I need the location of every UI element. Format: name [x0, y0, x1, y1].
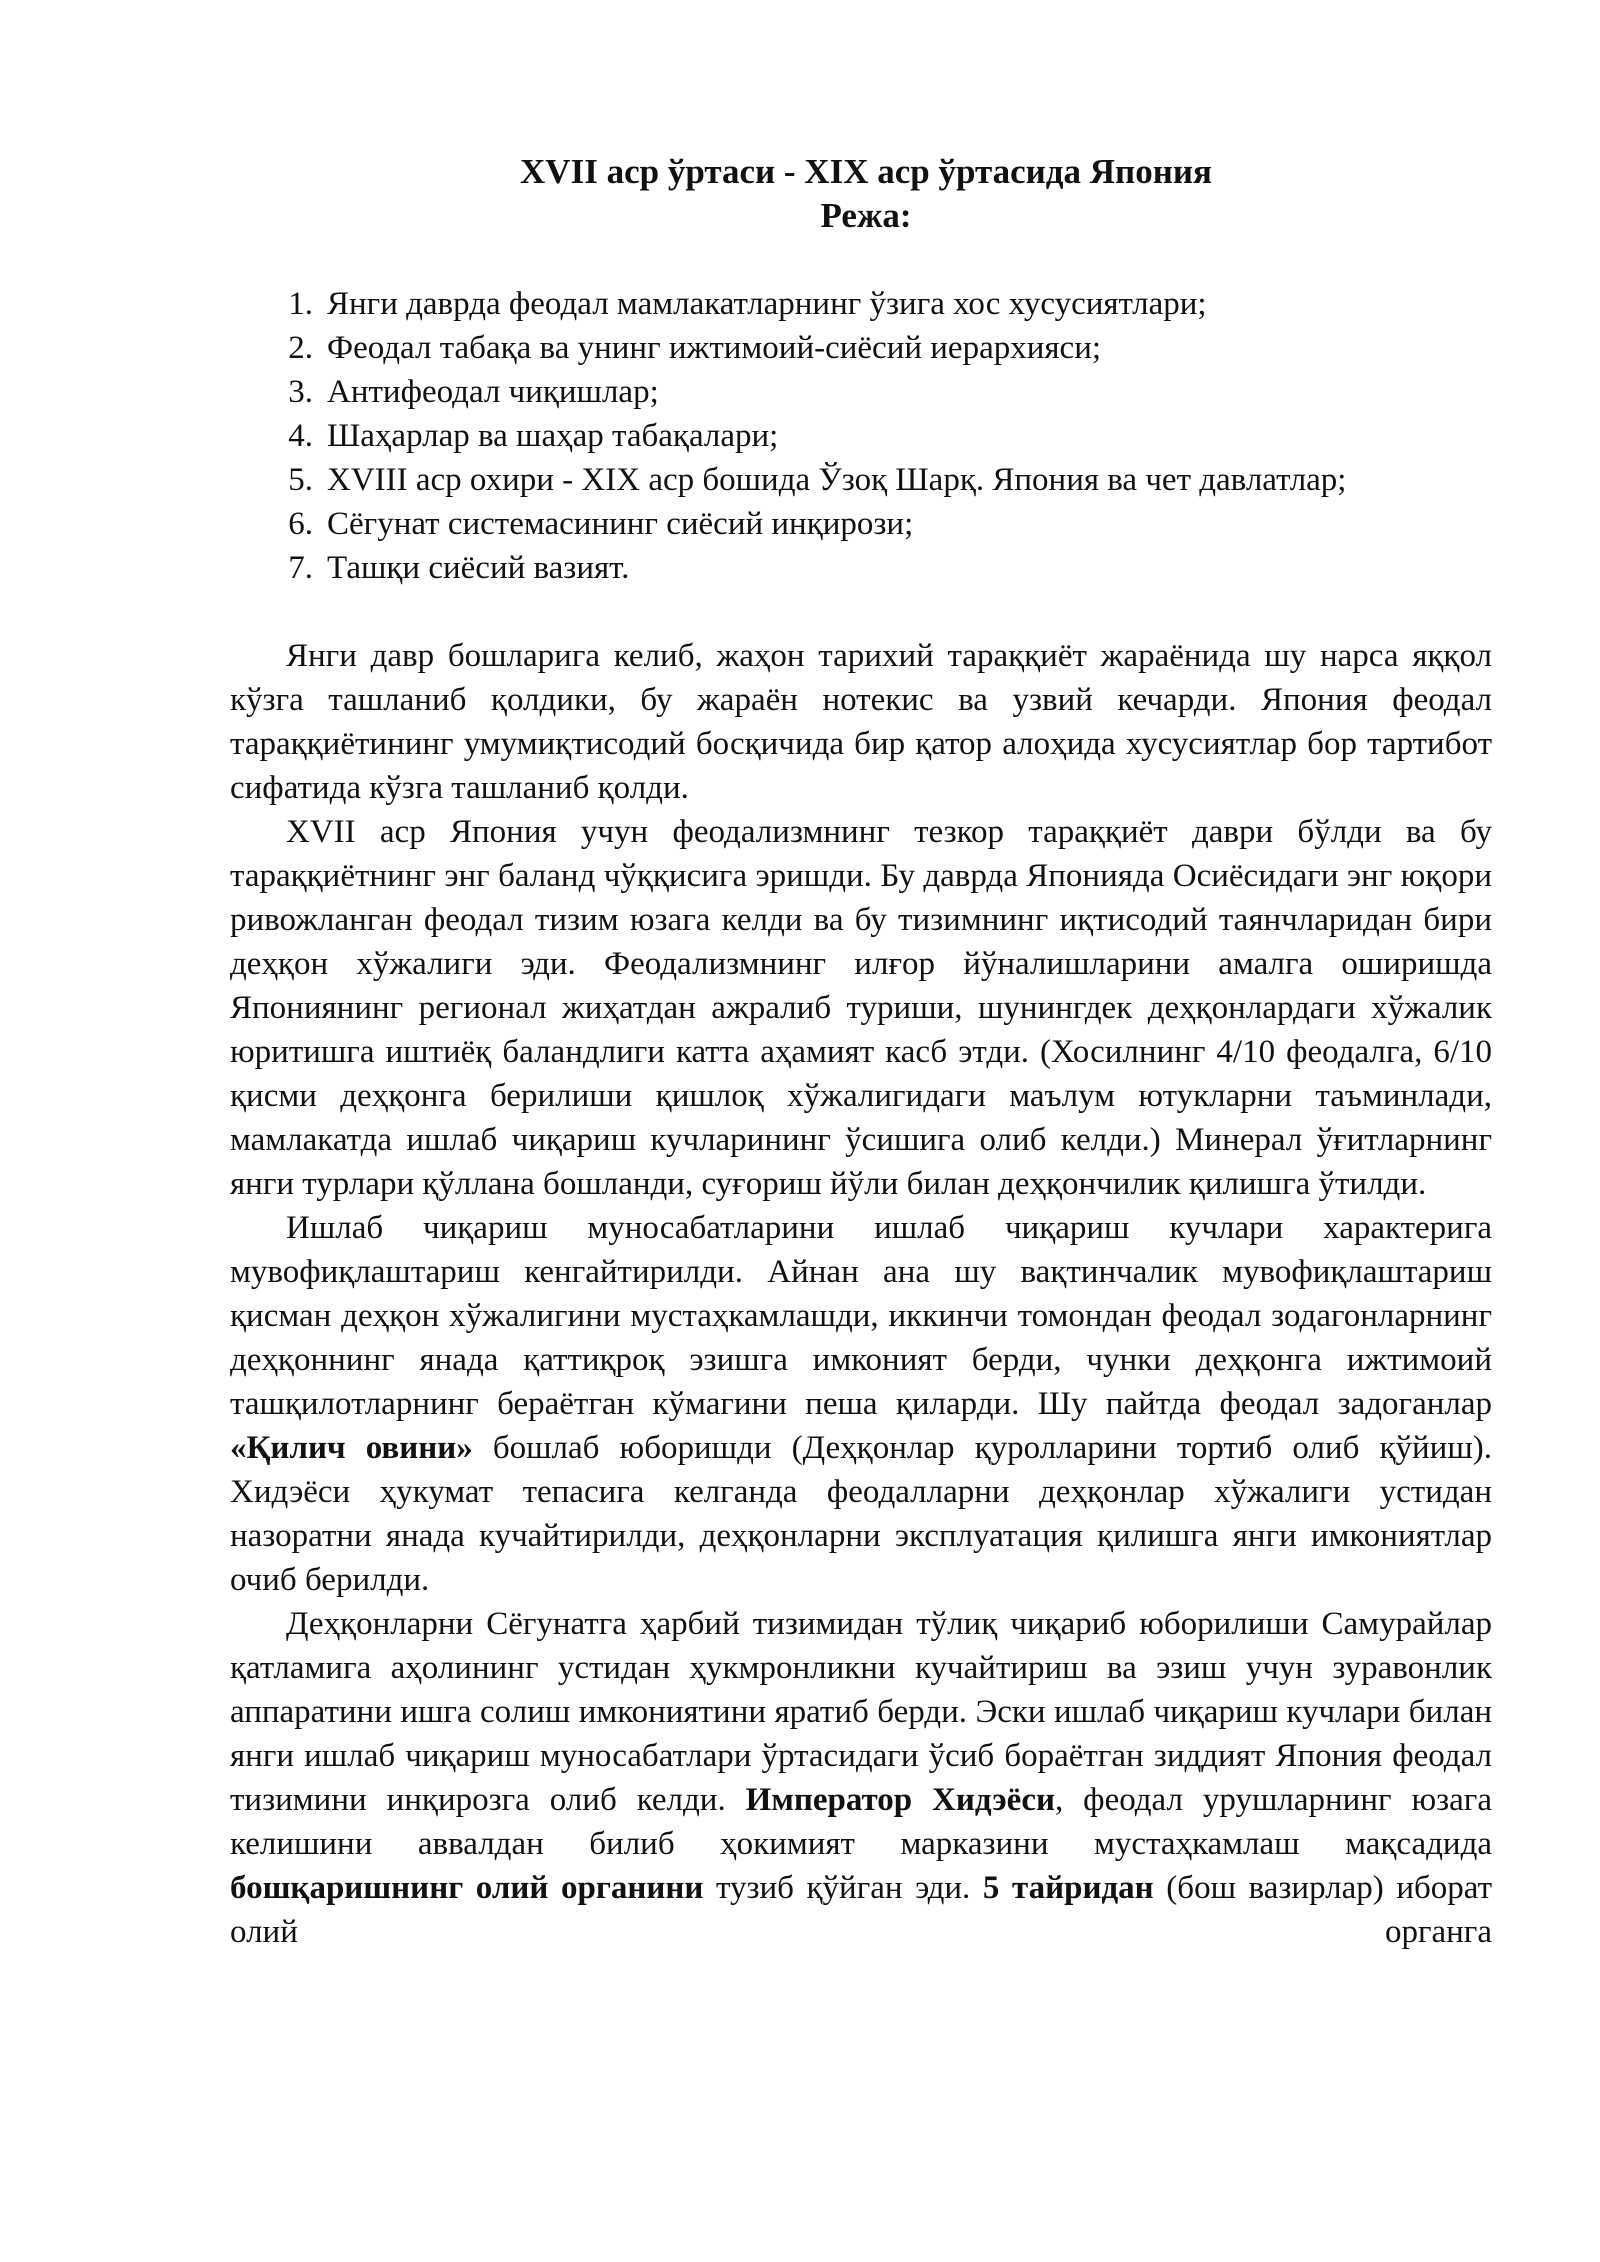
emphasis-text: Император Хидэёси [745, 1782, 1055, 1818]
list-item-text: Ташқи сиёсий вазият. [327, 550, 630, 586]
list-item-number: 5. [288, 462, 313, 498]
plan-heading: Режа: [820, 196, 912, 235]
list-item-text: Феодал табақа ва унинг ижтимоий-сиёсий иерархияси; [327, 330, 1102, 366]
paragraph-text: , феодал урушларнинг юзага келишини аввалдан билиб ҳокимият марказини мустаҳкамлаш мақсадида [230, 1782, 1492, 1862]
paragraph-2: XVII аср Япония учун феодализмнинг тезкор тараққиёт даври бўлди ва бу тараққиётнинг энг баланд чўққисига эришди. Бу даврда Японияда Осиёсидаги энг юқори ривожланган феодал тизим юзага келди ва бу тизимнинг иқтисодий таянчларидан бири деҳқон хўжалиги эди. Феодализмнинг илғор йўналишларини амалга оширишда Япониянинг регионал жиҳатдан ажралиб туриши, шунингдек деҳқонлардаги хўжалик юритишга иштиёқ баландлиги катта аҳамият касб этди. (Хосилнинг 4/10 феодалга, 6/10 қисми деҳқонга берилиши қишлоқ хўжалигидаги маълум ютукларни таъминлади, мамлакатда ишлаб чиқариш кучларининг ўсишига олиб келди.) Минерал ўғитларнинг янги турлари қўллана бошланди, суғориш йўли билан деҳқончилик қилишга ўтилди. [230, 814, 1492, 1202]
paragraph-text: Ишлаб чиқариш муносабатларини ишлаб чиқариш кучлари характерига мувофиқлаштариш кенгайтирилди. Айнан ана шу вақтинчалик мувофиқлаштариш қисман деҳқон хўжалигини мустаҳкамлашди, иккинчи томондан феодал зодагонларнинг деҳқоннинг янада қаттиқроқ эзишга имконият берди, чунки деҳқонга ижтимоий ташқилотларнинг бераётган кўмагини пеша қиларди. Шу пайтда феодал задоганлар [230, 1210, 1492, 1422]
list-item-text: Антифеодал чиқишлар; [327, 374, 659, 410]
list-item-number: 2. [288, 330, 313, 366]
list-item-text: Сёгунат системасининг сиёсий инқирози; [327, 506, 914, 542]
paragraph-text: тузиб қўйган эди. [703, 1870, 983, 1906]
list-item [230, 282, 1492, 326]
paragraph-1: Янги давр бошларига келиб, жаҳон тарихий тараққиёт жараёнида шу нарса яққол кўзга ташланиб қолдики, бу жараён нотекис ва узвий кечарди. Япония феодал тараққиётининг умумиқтисодий босқичида бир қатор алоҳида хусусиятлар бор тартибот сифатида кўзга ташланиб қолди. [230, 638, 1492, 806]
list-item-number: 3. [288, 374, 313, 410]
body-text [230, 634, 1492, 1954]
plan-list [230, 282, 1492, 590]
list-item-number: 1. [288, 286, 313, 322]
paragraph-text: Деҳқонларни Сёгунатга ҳарбий тизимидан тўлиқ чиқариб юборилиши Самурайлар қатламига аҳолининг устидан ҳукмронликни кучайтириш ва эзиш учун зуравонлик аппаратини ишга солиш имкониятини яратиб берди. Эски ишлаб чиқариш кучлари билан янги ишлаб чиқариш муносабатлари ўртасидаги ўсиб бораётган зиддият Япония феодал тизимини инқирозга олиб келди. [230, 1606, 1492, 1818]
list-item-text: Янги даврда феодал мамлакатларнинг ўзига хос хусусиятлари; [327, 286, 1207, 322]
list-item [230, 502, 1492, 546]
list-item [230, 546, 1492, 590]
emphasis-text: 5 тайридан [982, 1870, 1154, 1906]
list-item-number: 6. [288, 506, 313, 542]
paragraph-4 [230, 1602, 1492, 1954]
paragraph-3 [230, 1206, 1492, 1602]
list-item-number: 4. [288, 418, 313, 454]
paragraph-text: бошлаб юборишди (Деҳқонлар қуролларини тортиб олиб қўйиш). Хидэёси ҳукумат тепасига келганда феодалларни деҳқонлар хўжалиги устидан назоратни янада кучайтирилди, деҳқонларни эксплуатация қилишга янги имкониятлар очиб берилди. [230, 1430, 1492, 1598]
list-item [230, 414, 1492, 458]
list-item [230, 370, 1492, 414]
list-item [230, 326, 1492, 370]
emphasis-text: бошқаришнинг олий органини [230, 1870, 704, 1906]
list-item-text: Шаҳарлар ва шаҳар табақалари; [327, 418, 779, 454]
emphasis-text: «Қилич овини» [230, 1430, 473, 1466]
list-item-number: 7. [288, 550, 313, 586]
list-item-text: XVIII аср охири - XIX аср бошида Ўзоқ Шарқ. Япония ва чет давлатлар; [327, 462, 1347, 498]
document-page [230, 150, 1492, 1954]
page-title: XVII аср ўртаси - XIX аср ўртасида Япония [520, 152, 1212, 191]
paragraph-text: (бош вазирлар) иборат олий органга [230, 1870, 1492, 1950]
list-item [230, 458, 1492, 502]
